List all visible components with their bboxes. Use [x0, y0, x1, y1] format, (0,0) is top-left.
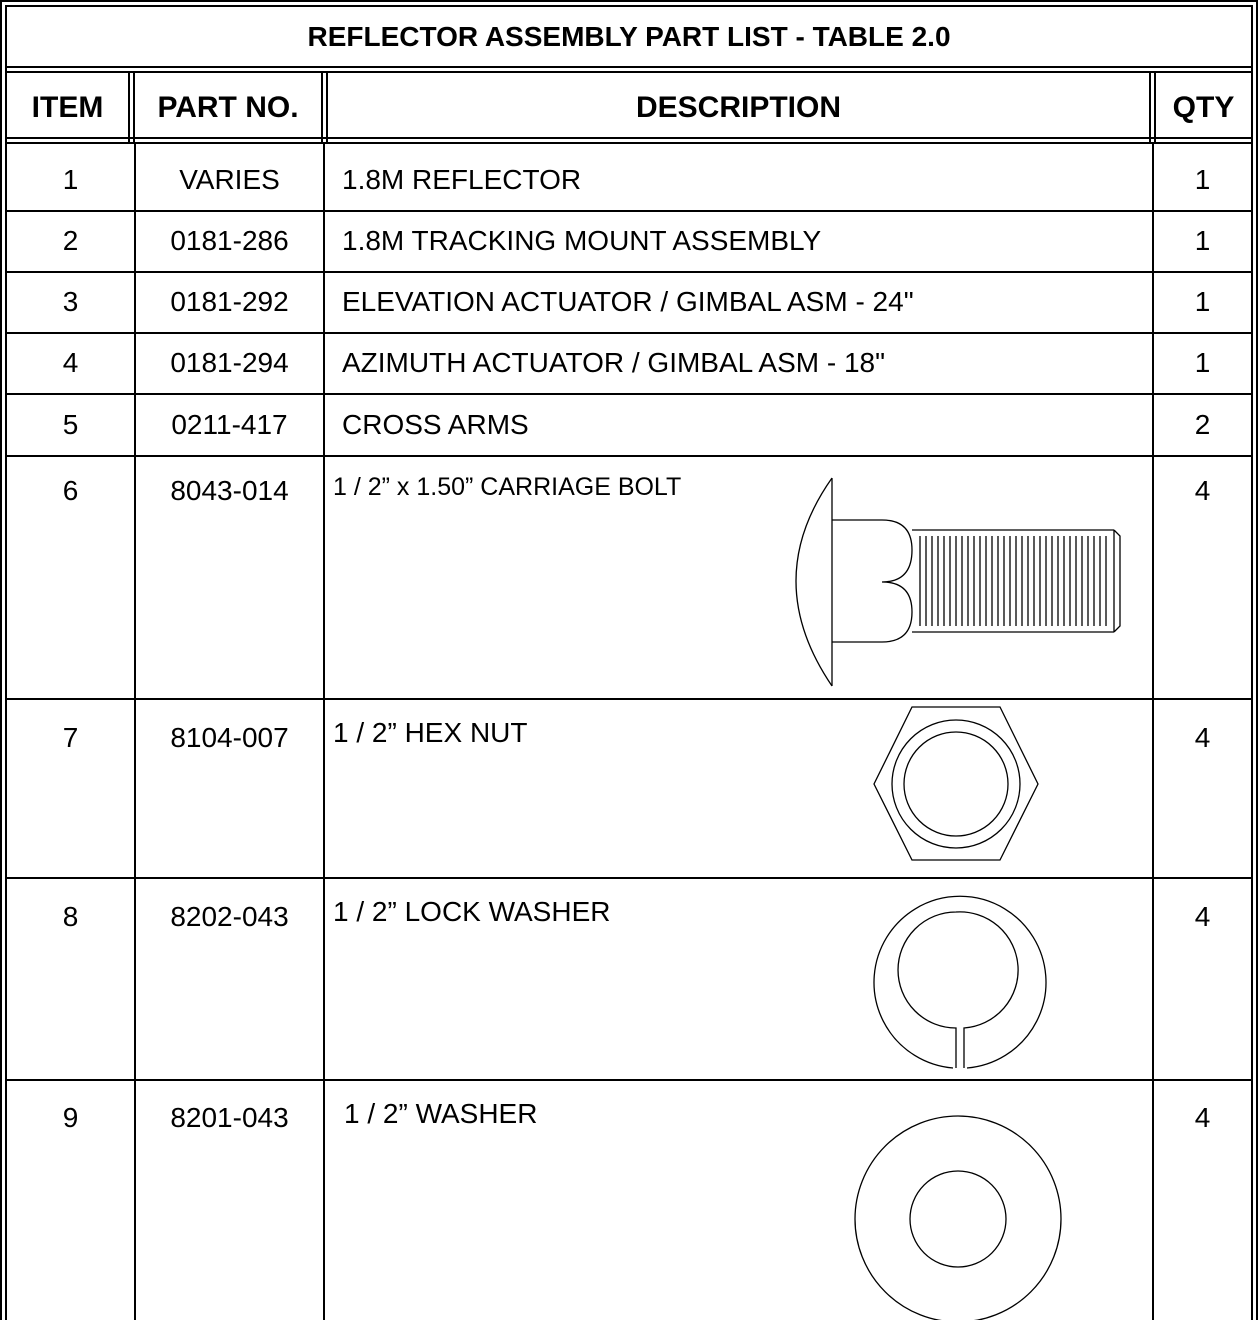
hdr-sep-3a — [1149, 71, 1151, 144]
carriage-bolt-drawing-icon — [770, 470, 1130, 692]
quantity: 1 — [1194, 225, 1211, 256]
quantity: 4 — [1194, 1102, 1211, 1133]
item-number: 7 — [62, 722, 79, 753]
header-part-no: PART NO. — [157, 91, 299, 124]
row-sep-7 — [5, 877, 1253, 879]
header-item: ITEM — [31, 91, 104, 124]
quantity: 1 — [1194, 286, 1211, 317]
hdr-sep-2a — [321, 71, 323, 144]
title-rule-1 — [5, 66, 1253, 68]
description: 1.8M REFLECTOR — [342, 164, 582, 195]
description: CROSS ARMS — [342, 409, 529, 440]
row-sep-3 — [5, 332, 1253, 334]
quantity: 1 — [1194, 347, 1211, 378]
row-sep-1 — [5, 210, 1253, 212]
border-right-outer — [1256, 0, 1258, 1320]
quantity: 4 — [1194, 475, 1211, 506]
washer-drawing-icon — [852, 1098, 1064, 1320]
border-left-outer — [0, 0, 2, 1320]
description: ELEVATION ACTUATOR / GIMBAL ASM - 24" — [342, 286, 914, 317]
part-number: 0181-294 — [170, 347, 289, 378]
item-number: 6 — [62, 475, 79, 506]
part-number: 0181-292 — [170, 286, 289, 317]
row-sep-4 — [5, 393, 1253, 395]
border-right-inner — [1251, 5, 1253, 1320]
hdr-sep-1a — [128, 71, 130, 144]
row-sep-6 — [5, 698, 1253, 700]
part-number: 8043-014 — [170, 475, 289, 506]
item-number: 2 — [62, 225, 79, 256]
description: 1 / 2” HEX NUT — [333, 717, 528, 748]
header-description: DESCRIPTION — [635, 91, 842, 124]
row-sep-2 — [5, 271, 1253, 273]
item-number: 5 — [62, 409, 79, 440]
header-qty: QTY — [1172, 91, 1235, 124]
quantity: 1 — [1194, 164, 1211, 195]
hex-nut-drawing-icon — [870, 695, 1042, 875]
quantity: 4 — [1194, 901, 1211, 932]
part-number: 0181-286 — [170, 225, 289, 256]
row-sep-8 — [5, 1079, 1253, 1081]
header-rule-1 — [5, 137, 1253, 139]
row-sep-5 — [5, 455, 1253, 457]
item-number: 4 — [62, 347, 79, 378]
col-sep-2 — [323, 144, 325, 1320]
lock-washer-drawing-icon — [870, 880, 1050, 1076]
part-number: 8202-043 — [170, 901, 289, 932]
description: AZIMUTH ACTUATOR / GIMBAL ASM - 18" — [342, 347, 886, 378]
item-number: 8 — [62, 901, 79, 932]
description: 1.8M TRACKING MOUNT ASSEMBLY — [342, 225, 822, 256]
item-number: 9 — [62, 1102, 79, 1133]
part-number: 0211-417 — [171, 409, 288, 440]
item-number: 3 — [62, 286, 79, 317]
item-number: 1 — [62, 164, 79, 195]
table-title: REFLECTOR ASSEMBLY PART LIST - TABLE 2.0 — [307, 21, 951, 52]
quantity: 2 — [1194, 409, 1211, 440]
part-number: 8201-043 — [170, 1102, 289, 1133]
border-top-inner — [5, 5, 1253, 7]
description: 1 / 2” LOCK WASHER — [333, 896, 611, 927]
part-number: 8104-007 — [170, 722, 289, 753]
description: 1 / 2” WASHER — [344, 1098, 538, 1129]
description: 1 / 2” x 1.50” CARRIAGE BOLT — [333, 473, 682, 501]
header-rule-2 — [5, 142, 1253, 144]
border-top-outer — [0, 0, 1258, 2]
quantity: 4 — [1194, 722, 1211, 753]
part-number: VARIES — [179, 164, 280, 195]
title-rule-2 — [5, 71, 1253, 73]
